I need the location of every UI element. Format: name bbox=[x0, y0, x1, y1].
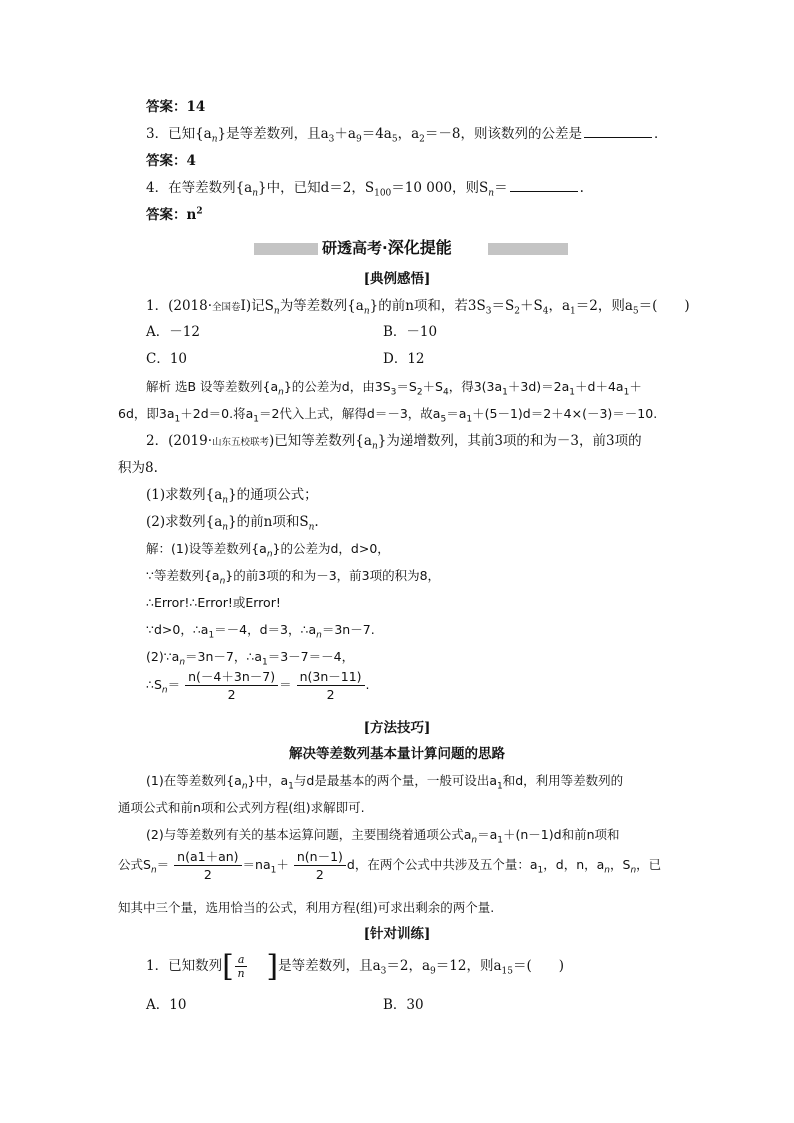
solution-1-line-2: 6d，即$3a_1+2d=0$.将$a_1=2$代入上式，解得d＝－3，故$a_5=a_1+(5-1)d=2+4\times(-3)=-10$. bbox=[118, 406, 658, 425]
heading-examples: [典例感悟] bbox=[363, 271, 431, 287]
heading-practice: [针对训练] bbox=[363, 926, 431, 942]
solution-1-line-1: 解析 选B 设等差数列$\{a_n\}$的公差为d，由$3S_3=S_2+S_4$，得$3(3a_1+3d)=2a_1+d+4a_1+$ bbox=[146, 379, 642, 398]
solution-2-line-2: ∵等差数列$\{a_n\}$的前3项的和为－3，前3项的积为8， bbox=[146, 568, 441, 587]
method-point-2-cont: 知其中三个量，选用恰当的公式，利用方程(组)可求出剩余的两个量. bbox=[118, 900, 495, 915]
fraction-4: $\frac{n(n-1)}{2}$ bbox=[294, 848, 346, 883]
answer-1: 答案：14 bbox=[146, 99, 206, 115]
fraction-3: $\frac{n(a1+an)}{2}$ bbox=[174, 848, 241, 883]
example-1-stem: 1．(2018·全国卷Ⅰ)记$S_n$为等差数列$\{a_n\}$的前n项和，若$3S_3=S_2+S_4$，$a_1=2$，则$a_5=$( ) bbox=[146, 298, 690, 317]
fraction-5: $\frac{a}{n}$ bbox=[235, 953, 248, 980]
solution-2-line-3: ∴Error!∴Error!或Error! bbox=[146, 595, 281, 610]
option-d: D．12 bbox=[383, 351, 425, 367]
answer-2: 答案：4 bbox=[146, 153, 196, 169]
solution-2-line-5: $(2)\because a_n=3n-7$，$\therefore a_1=3-7=-4$， bbox=[146, 649, 355, 668]
method-point-1: (1)在等差数列$\{a_n\}$中，$a_1$与d是最基本的两个量，一般可设出$a_1$和d，利用等差数列的 bbox=[146, 773, 624, 792]
method-point-2: (2)与等差数列有关的基本运算问题，主要围绕着通项公式$a_n=a_1+(n-1)d$和前n项和 bbox=[146, 827, 620, 846]
method-point-1-cont: 通项公式和前n项和公式列方程(组)求解即可. bbox=[118, 800, 365, 815]
solution-2-line-1: 解：(1)设等差数列$\{a_n\}$的公差为d，d>0， bbox=[146, 541, 390, 560]
solution-2-line-4: ∵d>0，$\therefore a_1=-4$，d＝3，$\therefore a_n=3n-7$. bbox=[146, 622, 375, 641]
question-4: 4．在等差数列$\{a_n\}$中，已知d＝2，$S_{100}=10$ 000，则$S_n=$ . bbox=[146, 180, 584, 199]
example-2-stem-cont: 积为8. bbox=[118, 460, 158, 476]
heading-method: [方法技巧] bbox=[363, 720, 431, 736]
option-a: A．－12 bbox=[146, 324, 200, 340]
example-2-part-1: (1)求数列$\{a_n\}$的通项公式； bbox=[146, 487, 318, 506]
method-point-2-formula: 公式$S_n=$ $\frac{n(a1+an)}{2}$ $=na_1+$ $\frac{n(n-1)}{2}$ d，在两个公式中共涉及五个量：$a_1$，d，n，$a_n$，$S_n$，已 bbox=[118, 849, 662, 882]
practice-option-a: A．10 bbox=[146, 997, 187, 1013]
option-c: C．10 bbox=[146, 351, 188, 367]
practice-1-stem: 1．已知数列[ $\frac{a}{n}$ ]是等差数列，且$a_3=2$，$a_9=12$，则$a_{15}=$( ) bbox=[146, 948, 564, 984]
banner-left-bar bbox=[254, 243, 318, 255]
option-b: B．－10 bbox=[383, 324, 438, 340]
fraction-1: $\frac{n(-4+3n-7)}{2}$ bbox=[185, 668, 278, 703]
section-banner: 研透高考·深化提能 bbox=[322, 238, 452, 257]
solution-2-line-6: $\therefore S_n=$ $\frac{n(-4+3n-7)}{2}$ ＝ $\frac{n(3n-11)}{2}$ . bbox=[146, 669, 370, 702]
practice-option-b: B．30 bbox=[383, 997, 424, 1013]
fraction-2: $\frac{n(3n-11)}{2}$ bbox=[297, 668, 365, 703]
example-2-part-2: (2)求数列$\{a_n\}$的前n项和$S_n$. bbox=[146, 514, 319, 533]
answer-3: 答案：$n^2$ bbox=[146, 206, 203, 223]
banner-right-bar bbox=[488, 243, 568, 255]
question-3: 3．已知$\{a_n\}$是等差数列，且$a_3+a_9=4a_5$，$a_2=-8$，则该数列的公差是 ． bbox=[146, 126, 668, 145]
method-subheading: 解决等差数列基本量计算问题的思路 bbox=[289, 746, 505, 762]
example-2-stem: 2．(2019·山东五校联考)已知等差数列$\{a_n\}$为递增数列，其前3项的和为－3，前3项的 bbox=[146, 433, 642, 452]
